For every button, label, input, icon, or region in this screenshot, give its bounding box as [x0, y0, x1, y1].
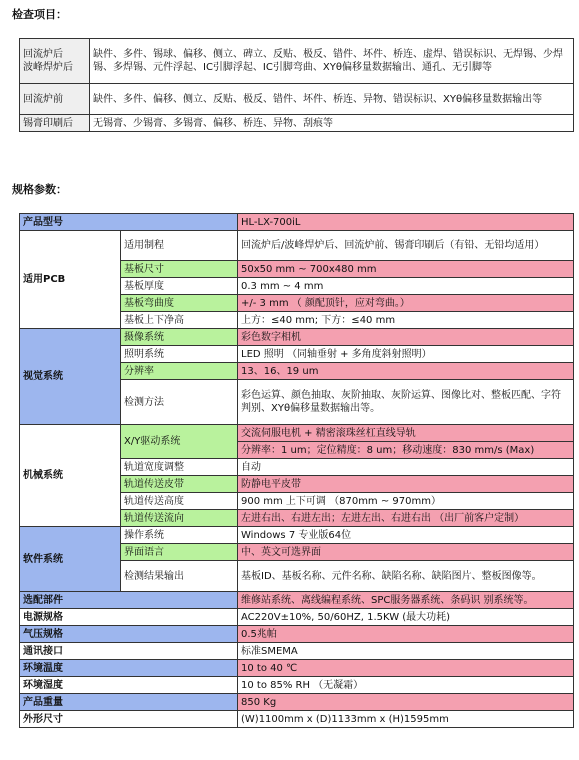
spec-value-cell: 10 to 40 ℃ — [238, 660, 574, 677]
spec-value-cell: 上方：≤40 mm; 下方：≤40 mm — [238, 312, 574, 329]
spec-value-cell: 彩色数字相机 — [238, 329, 574, 346]
table-row — [20, 39, 574, 84]
spec-label-cell: 外形尺寸 — [20, 711, 238, 728]
spec-label-cell: 选配部件 — [20, 592, 238, 609]
check-label-line: 回流炉后 — [23, 49, 63, 60]
spec-label-cell: 气压规格 — [20, 626, 238, 643]
spec-value-cell: 自动 — [238, 459, 574, 476]
table-row — [20, 711, 574, 728]
spec-value-cell: 中、英文可选界面 — [238, 544, 574, 561]
spec-value-cell: 900 mm 上下可调 （870mm ~ 970mm） — [238, 493, 574, 510]
table-row — [20, 425, 574, 442]
spec-label-cell: 产品重量 — [20, 694, 238, 711]
spec-value-cell: 50x50 mm ~ 700x480 mm — [238, 261, 574, 278]
check-label-line: 波峰焊炉后 — [23, 62, 73, 73]
table-row — [20, 527, 574, 544]
table-row — [20, 660, 574, 677]
spec-value-cell: 0.3 mm ~ 4 mm — [238, 278, 574, 295]
spec-label-cell: 通讯接口 — [20, 643, 238, 660]
spec-sublabel-cell: 照明系统 — [121, 346, 238, 363]
spec-sublabel-cell: 摄像系统 — [121, 329, 238, 346]
table-row — [20, 115, 574, 132]
spec-table — [19, 213, 574, 728]
spec-value-cell: AC220V±10%, 50/60HZ, 1.5KW (最大功耗) — [238, 609, 574, 626]
spec-value-cell: HL-LX-700iL — [238, 214, 574, 231]
spec-label-cell: 产品型号 — [20, 214, 238, 231]
table-row — [20, 677, 574, 694]
spec-value-cell: 分辨率：1 um；定位精度：8 um；移动速度：830 mm/s (Max) — [238, 442, 574, 459]
spec-sublabel-cell: 检测结果输出 — [121, 561, 238, 592]
spec-sublabel-cell: 检测方法 — [121, 380, 238, 425]
check-value-cell: 无锡膏、少锡膏、多锡膏、偏移、桥连、异物、刮痕等 — [90, 115, 574, 132]
spec-value-cell: 左进右出、右进左出；左进左出、右进右出 （出厂前客户定制） — [238, 510, 574, 527]
group-label-cell: 视觉系统 — [20, 329, 121, 425]
spec-sublabel-cell: 适用制程 — [121, 231, 238, 261]
table-row — [20, 694, 574, 711]
check-label-cell — [20, 84, 90, 115]
spec-label-cell: 环境湿度 — [20, 677, 238, 694]
check-label-cell — [20, 115, 90, 132]
table-row — [20, 214, 574, 231]
check-label-line: 回流炉前 — [23, 93, 63, 105]
spec-value-cell: 13、16、19 um — [238, 363, 574, 380]
spec-sublabel-cell: 轨道宽度调整 — [121, 459, 238, 476]
check-value-cell: 缺件、多件、锡球、偏移、侧立、碑立、反贴、极反、错件、坏件、桥连、虚焊、错误标识、无焊锡、少焊锡、多焊锡、元件浮起、IC引脚浮起、IC引脚弯曲、XYθ偏移量数据输出、通孔、无引脚等 — [90, 39, 574, 84]
spec-sublabel-cell: 轨道传送流向 — [121, 510, 238, 527]
check-label-cell — [20, 39, 90, 84]
spec-value-cell: LED 照明 （同轴垂射 + 多角度斜射照明） — [238, 346, 574, 363]
spec-value-cell: 10 to 85% RH （无凝霜） — [238, 677, 574, 694]
spec-sublabel-cell: 基板尺寸 — [121, 261, 238, 278]
spec-value-cell: +/- 3 mm （ 颜配顶针，应对弯曲。） — [238, 295, 574, 312]
spec-sublabel-cell: 轨道传送皮带 — [121, 476, 238, 493]
spec-value-cell: 850 Kg — [238, 694, 574, 711]
spec-value-cell: (W)1100mm x (D)1133mm x (H)1595mm — [238, 711, 574, 728]
spec-sublabel-cell: 基板厚度 — [121, 278, 238, 295]
table-row — [20, 84, 574, 115]
table-row — [20, 626, 574, 643]
spec-value-cell: 防静电平皮带 — [238, 476, 574, 493]
spec-value-cell: 0.5兆帕 — [238, 626, 574, 643]
spec-sublabel-cell: 轨道传送高度 — [121, 493, 238, 510]
spec-sublabel-cell: 操作系统 — [121, 527, 238, 544]
group-label-cell: 适用PCB — [20, 231, 121, 329]
spec-label-cell: 电源规格 — [20, 609, 238, 626]
spec-value-cell: 回流炉后/波峰焊炉后、回流炉前、锡膏印刷后（有铅、无铅均适用） — [238, 231, 574, 261]
table-row — [20, 231, 574, 261]
spec-value-cell: 彩色运算、颜色抽取、灰阶抽取、灰阶运算、图像比对、整板匹配、字符判别、XYθ偏移量数据输出等。 — [238, 380, 574, 425]
spec-value-cell: 维修站系统、离线编程系统、SPC服务器系统、条码识 别系统等。 — [238, 592, 574, 609]
group-label-cell: 软件系统 — [20, 527, 121, 592]
spec-sublabel-cell: 基板上下净高 — [121, 312, 238, 329]
group-label-cell: 机械系统 — [20, 425, 121, 527]
table-row — [20, 643, 574, 660]
spec-value-cell: Windows 7 专业版64位 — [238, 527, 574, 544]
check-value-cell: 缺件、多件、偏移、侧立、反贴、极反、错件、坏件、桥连、异物、错误标识、XYθ偏移量数据输出等 — [90, 84, 574, 115]
spec-label-cell: 环境温度 — [20, 660, 238, 677]
table-row — [20, 609, 574, 626]
spec-value-cell: 基板ID、基板名称、元件名称、缺陷名称、缺陷图片、整板图像等。 — [238, 561, 574, 592]
table-row — [20, 592, 574, 609]
specs-heading: 规格参数： — [12, 183, 67, 196]
spec-sublabel-cell: 界面语言 — [121, 544, 238, 561]
check-items-table — [19, 38, 574, 132]
spec-value-cell: 交流伺服电机 + 精密滚珠丝杠直线导轨 — [238, 425, 574, 442]
spec-sublabel-cell: 分辨率 — [121, 363, 238, 380]
check-items-heading: 检查项目： — [12, 8, 67, 21]
spec-sublabel-cell: 基板弯曲度 — [121, 295, 238, 312]
spec-sublabel-cell: X/Y驱动系统 — [121, 425, 238, 459]
table-row — [20, 329, 574, 346]
spec-value-cell: 标准SMEMA — [238, 643, 574, 660]
check-label-line: 锡膏印刷后 — [23, 117, 73, 129]
